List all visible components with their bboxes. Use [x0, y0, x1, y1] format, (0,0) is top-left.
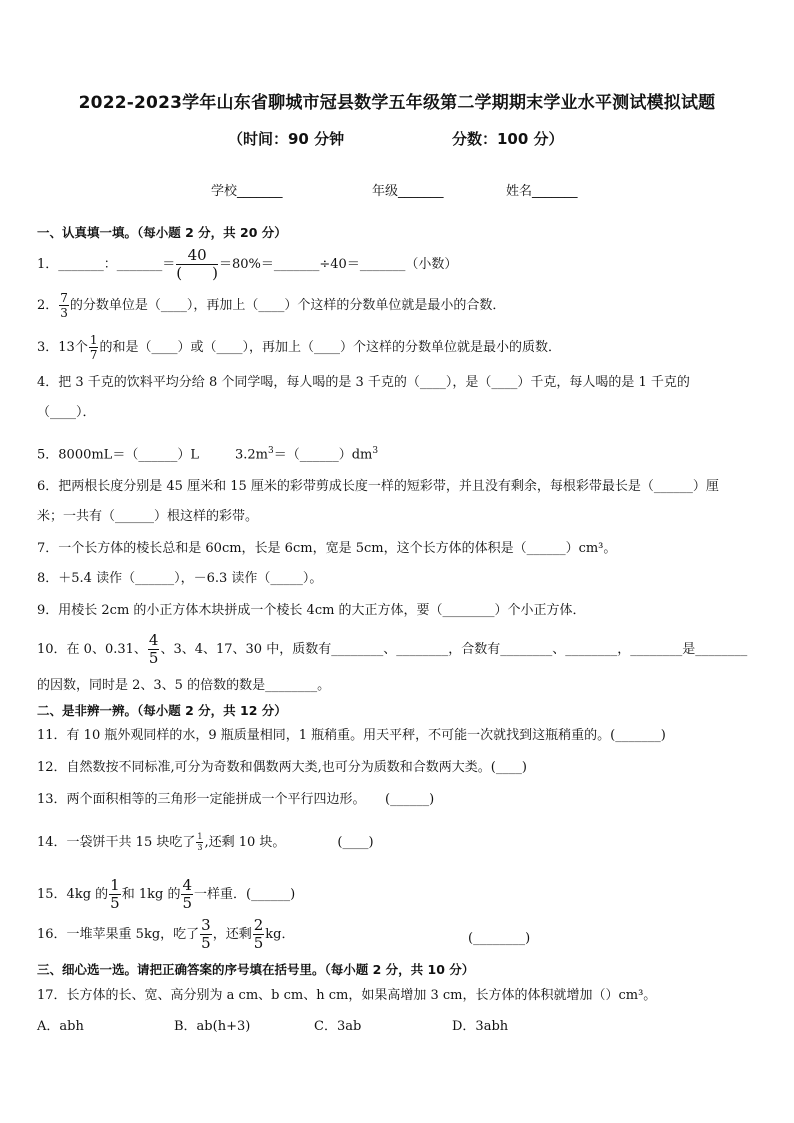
fraction: $\frac{1}{3}$ — [197, 832, 203, 852]
option-c: C．3ab — [314, 1019, 362, 1034]
question-13: 13．两个面积相等的三角形一定能拼成一个平行四边形。 (______) — [37, 792, 435, 807]
question-16: 16．一堆苹果重 5kg，吃了 $\frac{3}{5}$ ，还剩 $\frac{2}{5}$ kg． — [37, 916, 295, 952]
fraction: $\frac{4}{5}$ — [182, 876, 192, 912]
question-6-cont: 米；一共有（______）根这样的彩带。 — [37, 509, 259, 524]
score-label: 分数：100 分） — [452, 130, 564, 148]
question-16-answer: (________) — [468, 931, 531, 946]
fraction: $\frac{2}{5}$ — [253, 916, 264, 952]
page-title: 2022-2023学年山东省聊城市冠县数学五年级第二学期期末学业水平测试模拟试题 — [78, 93, 716, 113]
question-8: 8．＋5.4 读作（______），－6.3 读作（_____）。 — [37, 571, 323, 586]
time-label: （时间：90 分钟 — [228, 130, 345, 148]
option-b: B．ab(h+3) — [174, 1019, 251, 1034]
name-field: 姓名_______ — [506, 184, 578, 199]
question-11: 11．有 10 瓶外观同样的水，9 瓶质量相同，1 瓶稍重。用天平秤，不可能一次就找到这瓶稍重的。(_______) — [37, 728, 666, 743]
question-4-cont: （____）． — [37, 405, 96, 420]
question-5: 5．8000mL＝（______）L $3.2m^3=(\_\_\_\_\_\_)dm^3$ — [37, 446, 379, 463]
question-1: 1．_______：_______＝ $\frac{40}{( )}$ ＝80%＝_______÷40＝_______（小数） — [37, 246, 458, 282]
question-10: 10．在 0、0.31、 $\frac{4}{5}$ 、3、4、17、30 中，质数有________、________，合数有________、________，________是________ — [37, 631, 748, 667]
fraction: $\frac{3}{5}$ — [201, 916, 211, 952]
question-9: 9．用棱长 2cm 的小正方体木块拼成一个棱长 4cm 的大正方体，要（________）个小正方体． — [37, 603, 586, 618]
question-6: 6．把两根长度分别是 45 厘米和 15 厘米的彩带剪成长度一样的短彩带，并且没有剩余，每根彩带最长是（______）厘 — [37, 479, 719, 494]
fraction: $\frac{7}{3}$ — [60, 291, 68, 320]
fraction: $\frac{1}{5}$ — [110, 876, 120, 912]
school-field: 学校_______ — [211, 184, 283, 199]
section-2-heading: 二、是非辨一辨。（每小题 2 分，共 12 分） — [37, 703, 287, 718]
question-17: 17．长方体的长、宽、高分别为 a cm、b cm、h cm，如果高增加 3 cm，长方体的体积就增加（）cm³。 — [37, 988, 657, 1003]
option-d: D．3abh — [452, 1019, 509, 1034]
fraction: $\frac{4}{5}$ — [148, 631, 159, 667]
section-1-heading: 一、认真填一填。（每小题 2 分，共 20 分） — [37, 225, 287, 240]
question-3: 3．13个 $\frac{1}{7}$ 的和是（____）或（____），再加上（____）个这样的分数单位就是最小的质数． — [37, 333, 561, 362]
question-12: 12．自然数按不同标准,可分为奇数和偶数两大类,也可分为质数和合数两大类。(____) — [37, 760, 527, 775]
question-14: 14．一袋饼干共 15 块吃了 $\frac{1}{3}$ ,还剩 10 块。 (____) — [37, 832, 374, 852]
question-10-cont: 的因数，同时是 2、3、5 的倍数的数是________。 — [37, 678, 331, 693]
question-7: 7．一个长方体的棱长总和是 60cm，长是 6cm，宽是 5cm，这个长方体的体积是（______）cm³。 — [37, 541, 617, 556]
option-a: A．abh — [37, 1019, 84, 1034]
question-2: 2． $\frac{7}{3}$ 的分数单位是（____），再加上（____）个这样的分数单位就是最小的合数． — [37, 291, 506, 320]
question-15: 15．4kg 的 $\frac{1}{5}$ 和 1kg 的 $\frac{4}{5}$ 一样重．(______) — [37, 876, 296, 912]
question-4: 4．把 3 千克的饮料平均分给 8 个同学喝，每人喝的是 3 千克的（____），是（____）千克，每人喝的是 1 千克的 — [37, 375, 690, 390]
grade-field: 年级_______ — [372, 184, 444, 199]
fraction: $\frac{1}{7}$ — [89, 333, 98, 362]
section-3-heading: 三、细心选一选。请把正确答案的序号填在括号里。（每小题 2 分，共 10 分） — [37, 962, 475, 977]
fraction: $\frac{40}{( )}$ — [176, 246, 218, 282]
